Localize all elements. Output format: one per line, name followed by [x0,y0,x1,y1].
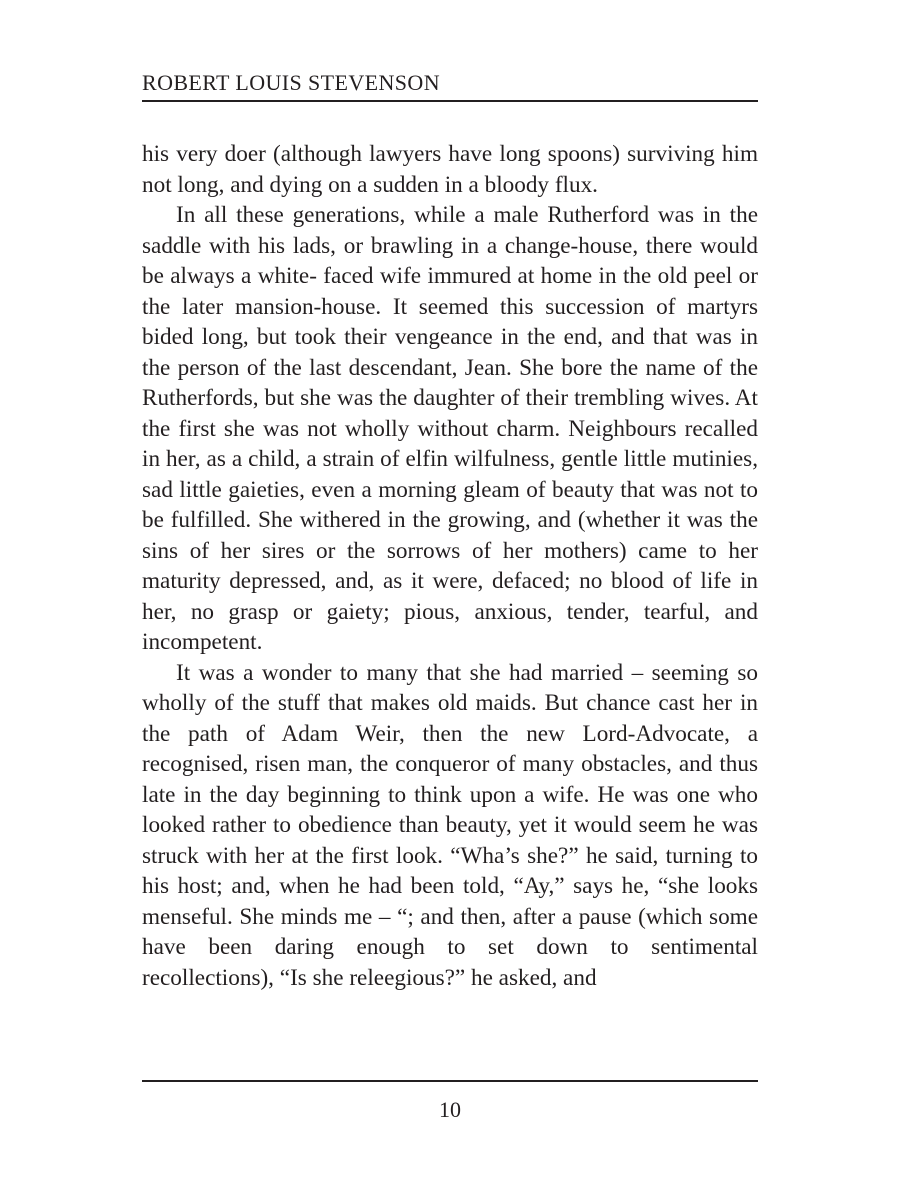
paragraph-2: In all these generations, while a male Rutherford was in the saddle with his lads, or brawling in a change-house, there would be always a white- faced wife immured at home in the old peel or the later mansion-house. It seemed this succession of martyrs bided long, but took their vengeance in the end, and that was in the person of the last descendant, Jean. She bore the name of the Rutherfords, but she was the daughter of their trembling wives. At the first she was not wholly without charm. Neighbours recalled in her, as a child, a strain of elfin wilfulness, gentle little mutinies, sad little gaieties, even a morning gleam of beauty that was not to be fulfilled. She withered in the growing, and (whether it was the sins of her sires or the sorrows of her mothers) came to her maturity depressed, and, as it were, defaced; no blood of life in her, no grasp or gaiety; pious, anxious, tender, tearful, and incompetent. [142,202,758,655]
paragraph-3: It was a wonder to many that she had married – seeming so wholly of the stuff that makes old maids. But chance cast her in the path of Adam Weir, then the new Lord-Advocate, a recognised, risen man, the conqueror of many obstacles, and thus late in the day beginning to think upon a wife. He was one who looked rather to obedience than beauty, yet it would seem he was struck with her at the first look. “Wha’s she?” he said, turning to his host; and, when he had been told, “Ay,” says he, “she looks menseful. She minds me – “; and then, after a pause (which some have been daring enough to set down to sentimental recollections), “Is she releegious?” he asked, and [142,659,758,991]
body-text [142,139,758,993]
running-head: ROBERT LOUIS STEVENSON [142,70,440,95]
footer-rule [142,1080,758,1082]
page-number: 10 [439,1097,461,1122]
paragraph-1: his very doer (although lawyers have long spoons) surviving him not long, and dying on a sudden in a bloody flux. [142,141,758,198]
header-rule [142,100,758,102]
